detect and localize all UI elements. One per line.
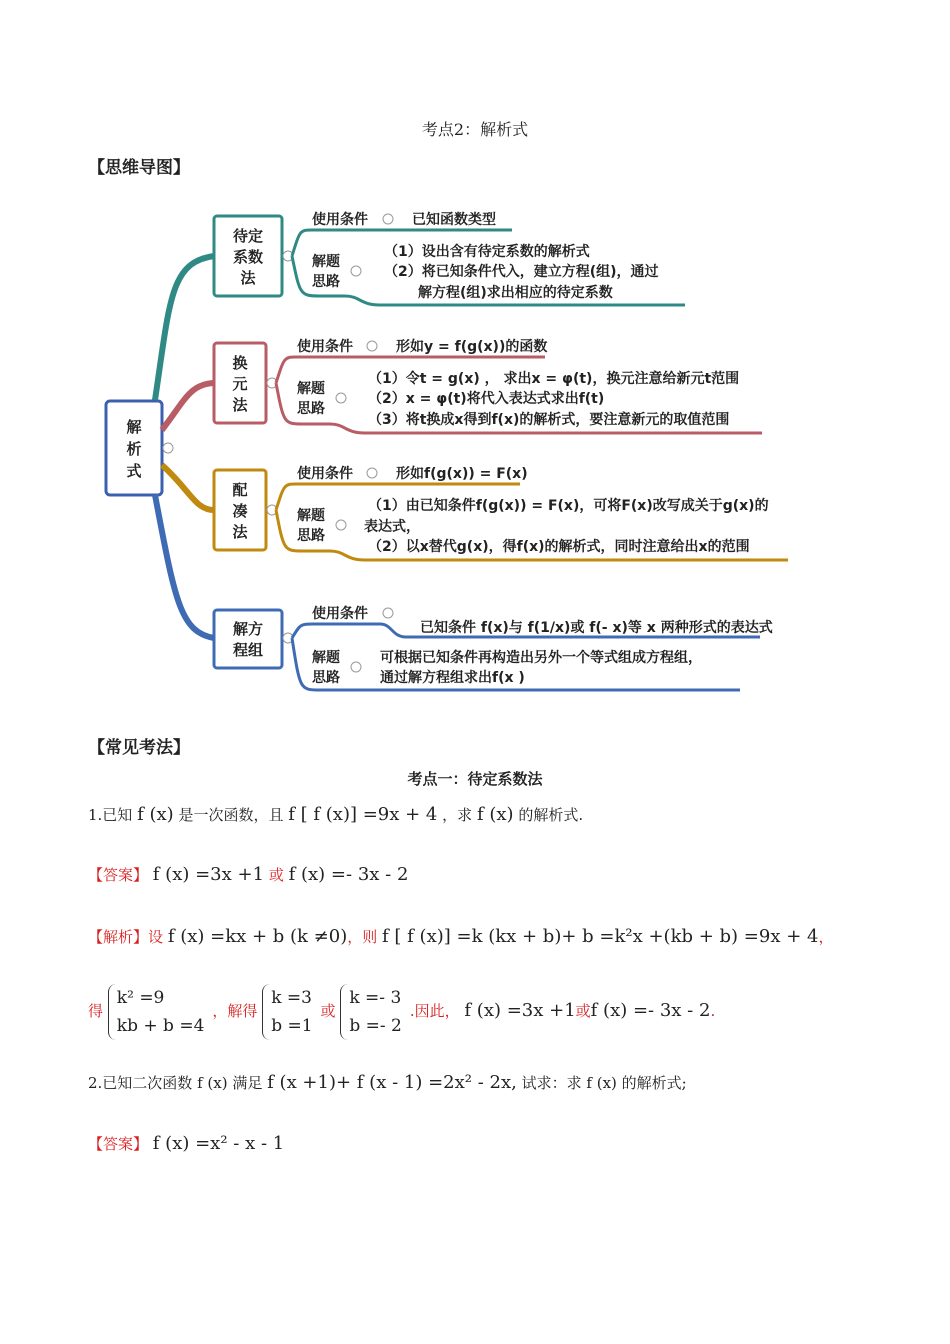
p1-f: f (x) (137, 804, 174, 825)
section-heading-common: 【常见考法】 (88, 738, 190, 758)
branch-1-step-3: 解方程(组)求出相应的待定系数 (418, 285, 613, 301)
p1-or: 或 (320, 1002, 336, 1020)
branch-1-cond-collapse-icon[interactable] (383, 214, 393, 224)
p1-analysis-then: ，则 (347, 928, 378, 946)
branch-4-cond-collapse-icon[interactable] (383, 608, 393, 618)
p1-final-or: 或 (575, 1002, 591, 1020)
branch-2-name-3: 法 (232, 396, 248, 414)
branch-3-step-2: 表达式， (364, 519, 420, 535)
p1-answer-1: f (x) =3x +1 (152, 864, 265, 885)
root-char-3: 式 (126, 462, 142, 480)
p2-eq: f (x +1)+ f (x - 1) =2x² - 2x, (267, 1072, 517, 1093)
branch-3-name-3: 法 (232, 523, 248, 541)
p1-eq: f [ f (x)] =9x + 4 (288, 804, 438, 825)
p1-suffix: 的解析式. (518, 806, 584, 824)
branch-1-steps-label-1: 解题 (312, 254, 340, 270)
p1-analysis-comma: ， (818, 928, 834, 946)
branch-4 (214, 605, 773, 690)
branch-3-steps-label-2: 思路 (297, 528, 325, 544)
p1-analysis-eq1: f (x) =kx + b (k ≠0) (167, 926, 348, 947)
p1-analysis-eq2: f [ f (x)] =k (kx + b)+ b =k²x +(kb + b) =9x + 4 (382, 926, 819, 947)
branch-4-cond-label: 使用条件 (312, 606, 368, 622)
p2-mid2: 试求：求 (521, 1074, 582, 1092)
branch-4-step-2: 通过解方程组求出f(x ) (380, 670, 525, 686)
p2-answer-tag: 【答案】 (88, 1135, 149, 1153)
branch-1-step-1: （1）设出含有待定系数的解析式 (384, 244, 590, 260)
p1-mid1: 是一次函数，且 (178, 806, 284, 824)
connector-branch-4 (155, 495, 214, 638)
root-char-1: 解 (126, 418, 142, 436)
p2-f: f (x) (197, 1074, 228, 1092)
branch-3-steps-label-1: 解题 (297, 508, 325, 524)
p1-sys3-row1: k =- 3 (349, 988, 402, 1008)
branch-1-name-1: 待定 (232, 227, 264, 245)
branch-1-name-2: 系数 (232, 248, 264, 266)
root-char-2: 析 (126, 440, 142, 458)
branch-1-steps-label-2: 思路 (312, 274, 340, 290)
root-collapse-icon[interactable] (163, 443, 173, 453)
page-title: 考点2：解析式 (421, 120, 529, 139)
branch-3-cond-text: 形如f(g(x)) = F(x) (396, 466, 528, 482)
p1-de: 得 (88, 1002, 104, 1020)
branch-4-steps-label-2: 思路 (312, 670, 340, 686)
problem-1-analysis (88, 926, 833, 947)
p1-system-3 (340, 984, 410, 1040)
p1-analysis-set: 设 (148, 928, 164, 946)
p1-sys2-row1: k =3 (271, 988, 312, 1008)
branch-4-node-box (214, 610, 282, 668)
p1-f2: f (x) (476, 804, 514, 825)
problem-1-answer (88, 864, 408, 885)
connector-branch-1 (155, 256, 214, 400)
p1-sys1-row2: kb + b =4 (116, 1016, 205, 1036)
branch-3-cond-label: 使用条件 (297, 466, 353, 482)
p1-therefore: .因此， (409, 1002, 460, 1020)
branch-2-step-3: （3）将t换成x得到f(x)的解析式，要注意新元的取值范围 (368, 412, 730, 428)
branch-1 (214, 211, 685, 305)
branch-3-steps-collapse-icon[interactable] (336, 520, 346, 530)
p1-final-dot: . (710, 1002, 716, 1020)
p1-prefix: 1.已知 (88, 806, 133, 824)
p1-system-2 (262, 984, 320, 1040)
branch-2-cond-label: 使用条件 (297, 339, 353, 355)
branch-1-steps-collapse-icon[interactable] (351, 266, 361, 276)
branch-2-steps-label-1: 解题 (297, 381, 325, 397)
branch-4-step-1: 可根据已知条件再构造出另外一个等式组成方程组， (380, 650, 702, 666)
p1-answer-2: f (x) =- 3x - 2 (288, 864, 409, 885)
problem-2-question (88, 1072, 687, 1093)
branch-2-steps-label-2: 思路 (297, 401, 325, 417)
p1-sys1-row1: k² =9 (116, 988, 165, 1008)
section-heading-mindmap: 【思维导图】 (88, 158, 190, 178)
branch-2-cond-text: 形如y = f(g(x))的函数 (396, 339, 548, 355)
p1-sys2-row2: b =1 (271, 1016, 313, 1036)
p1-mid2: ，求 (442, 806, 473, 824)
branch-2-cond-collapse-icon[interactable] (367, 341, 377, 351)
branch-3-step-1: （1）由已知条件f(g(x)) = F(x)，可将F(x)改写成关于g(x)的 (368, 498, 769, 514)
p2-f2: f (x) (586, 1074, 617, 1092)
p1-jiede: ，解得 (212, 1002, 258, 1020)
problem-1-systems (88, 984, 715, 1040)
p1-sys3-row2: b =- 2 (349, 1016, 402, 1036)
branch-2-step-1: （1）令t = g(x) ， 求出x = φ(t)，换元注意给新元t范围 (368, 371, 740, 387)
p2-answer: f (x) =x² - x - 1 (152, 1133, 285, 1154)
connector-branch-2 (162, 383, 214, 430)
branch-2-name-2: 元 (232, 375, 248, 393)
branch-3-step-3: （2）以x替代g(x)，得f(x)的解析式，同时注意给出x的范围 (368, 539, 750, 555)
subheading: 考点一：待定系数法 (407, 770, 543, 788)
branch-1-step-2: （2）将已知条件代入，建立方程(组)，通过 (384, 264, 659, 280)
problem-1-question (88, 804, 583, 825)
branch-1-cond-label: 使用条件 (312, 212, 368, 228)
p2-prefix: 2.已知二次函数 (88, 1074, 193, 1092)
problem-2-answer (88, 1133, 284, 1154)
branch-1-name-3: 法 (240, 269, 256, 287)
p2-mid: 满足 (232, 1074, 263, 1092)
branch-2-name-1: 换 (232, 354, 248, 372)
p1-system-1 (108, 984, 213, 1040)
p1-final-2: f (x) =- 3x - 2 (590, 1000, 711, 1021)
branch-2-step-2: （2）x = φ(t)将代入表达式求出f(t) (368, 391, 605, 407)
p1-answer-tag: 【答案】 (88, 866, 149, 884)
p1-analysis-tag: 【解析】 (88, 928, 149, 946)
branch-2 (214, 338, 762, 433)
connector-branch-3 (162, 465, 214, 510)
branch-4-name-2: 程组 (232, 641, 264, 659)
p1-final-1: f (x) =3x +1 (464, 1000, 576, 1021)
branch-2-steps-collapse-icon[interactable] (336, 393, 346, 403)
branch-4-steps-collapse-icon[interactable] (351, 662, 361, 672)
p1-answer-or: 或 (268, 866, 284, 884)
branch-3 (214, 465, 788, 560)
branch-1-cond-text: 已知函数类型 (412, 212, 496, 228)
branch-3-name-1: 配 (232, 481, 248, 499)
branch-3-cond-collapse-icon[interactable] (367, 468, 377, 478)
branch-4-cond-text: 已知条件 f(x)与 f(1/x)或 f(- x)等 x 两种形式的表达式 (420, 620, 773, 636)
p2-suffix: 的解析式; (621, 1074, 687, 1092)
branch-4-name-1: 解方 (232, 620, 264, 638)
branch-4-steps-label-1: 解题 (312, 650, 340, 666)
branch-3-name-2: 凑 (232, 502, 248, 520)
